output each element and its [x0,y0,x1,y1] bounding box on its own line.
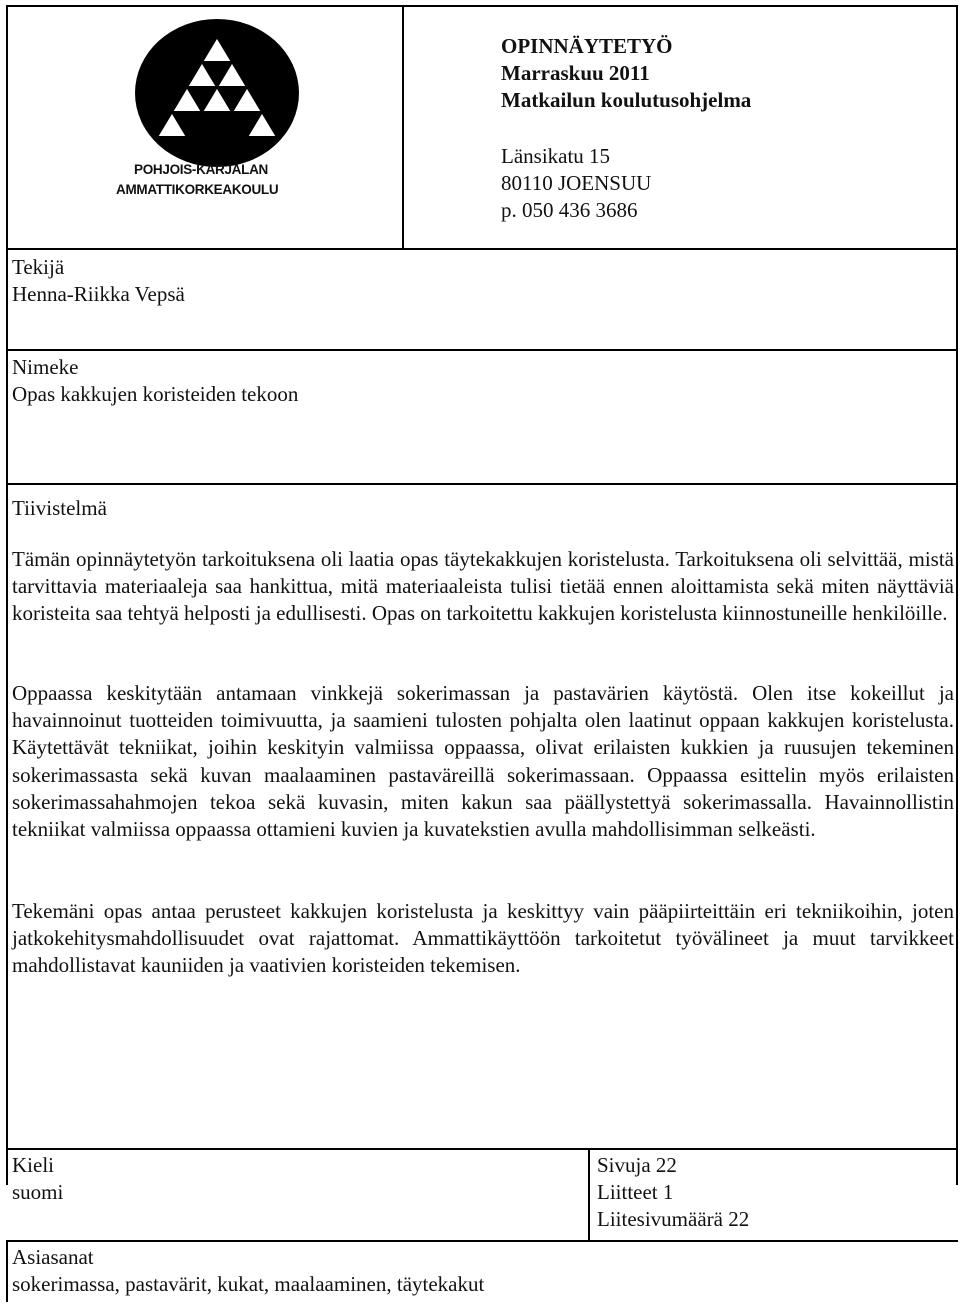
postal-address: 80110 JOENSUU [501,171,652,195]
logo-divider [402,5,404,250]
frame-left [6,5,8,1185]
footer-top-line [6,1148,958,1150]
abstract-paragraph-1: Tämän opinnäytetyön tarkoituksena oli laatia opas täytekakkujen koristelusta. Tarkoituksena oli selvittää, mistä tarvittavia materiaaleja saa hankittua, mitä materiaaleista tulisi tietää ennen aloittamista sekä miten näyttäviä koristeita saa tehtyä helposti ja edullisesti. Opas on tarkoitettu kakkujen koristelusta kiinnostuneille henkilöille. [12,547,954,626]
author-bottom-line [6,349,958,351]
logo-text-line2: AMMATTIKORKEAKOULU [116,182,279,197]
degree-program: Matkailun koulutusohjelma [501,88,752,112]
frame-top-left [6,5,958,7]
title-label: Nimeke [12,355,79,379]
language-label: Kieli [12,1153,54,1177]
language-value: suomi [12,1180,64,1204]
appendix-count: Liitteet 1 [597,1180,674,1204]
abstract-label: Tiivistelmä [12,496,107,520]
thesis-title: Opas kakkujen koristeiden tekoon [12,382,299,406]
keywords-value: sokerimassa, pastavärit, kukat, maalaaminen, täytekakut [12,1272,485,1296]
header-bottom-line [6,248,958,250]
author-name: Henna-Riikka Vepsä [12,282,185,306]
appendix-page-count: Liitesivumäärä 22 [597,1207,750,1231]
footer-divider [588,1148,590,1241]
frame-right [956,5,958,1185]
page-count: Sivuja 22 [597,1153,677,1177]
logo-text-line1: POHJOIS-KARJALAN [134,162,268,177]
title-bottom-line [6,483,958,485]
author-label: Tekijä [12,255,65,279]
footer-mid-line [6,1240,958,1242]
keywords-label: Asiasanat [12,1245,94,1269]
institution-logo [116,15,320,205]
document-type: OPINNÄYTETYÖ [501,34,673,58]
footer-left-lower [6,1240,8,1302]
phone-number: p. 050 436 3686 [501,198,638,222]
abstract-paragraph-3: Tekemäni opas antaa perusteet kakkujen koristelusta ja keskittyy vain pääpiirteittäin eri tekniikoihin, joten jatkokehitysmahdollisuudet ovat rajattomat. Ammattikäyttöön tarkoitetut työvälineet ja muut tarvikkeet mahdollistavat kauniiden ja vaativien koristeiden tekemisen. [12,899,954,978]
abstract-paragraph-2: Oppaassa keskitytään antamaan vinkkejä sokerimassan ja pastavärien käytöstä. Olen itse kokeillut ja havainnoinut tuotteiden toimivuutta, ja saamieni tulosten pohjalta olen laatinut oppaan kakkujen koristelusta. Käytettävät tekniikat, joihin keskityin valmiissa oppaassa, olivat erilaisten kukkien ja ruusujen tekeminen sokerimassasta sekä kuvan maalaaminen pastaväreillä sokerimassaan. Oppaassa esittelin myös erilaisten sokerimassahahmojen tekoa sekä kuvasin, miten kakun saa päällystettyä sokerimassalla. Havainnollistin tekniikat valmiissa oppaassa ottamieni kuvien ja kuvatekstien avulla mahdollisimman selkeästi. [12,681,954,842]
document-date: Marraskuu 2011 [501,61,650,85]
street-address: Länsikatu 15 [501,144,611,168]
